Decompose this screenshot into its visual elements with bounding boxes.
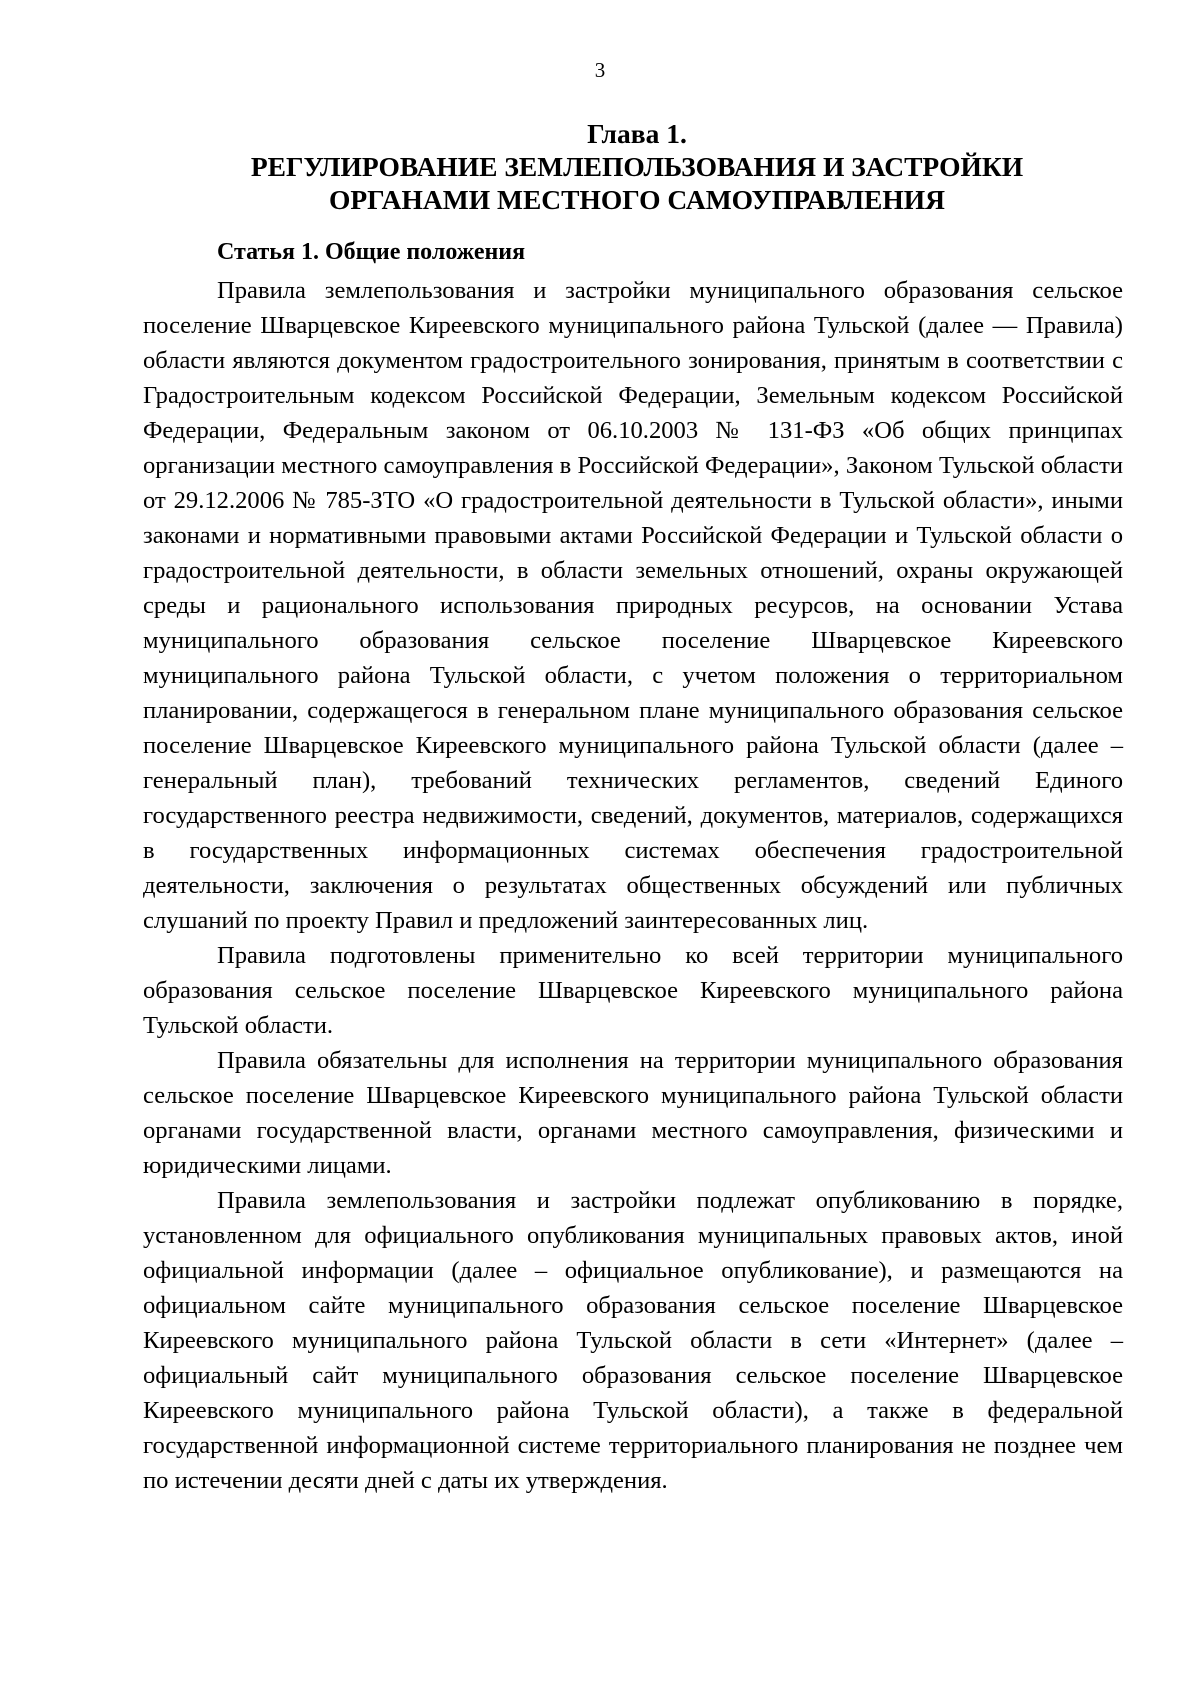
chapter-label: Глава 1. [587, 118, 687, 149]
paragraph: Правила обязательны для исполнения на территории муниципального образования сельское поселение Шварцевское Киреевского муниципального района Тульской области органами государственной власти, органами местного самоуправления, физическими и юридическими лицами. [143, 1047, 1123, 1179]
chapter-heading [143, 117, 1131, 216]
paragraph: Правила подготовлены применительно ко всей территории муниципального образования сельское поселение Шварцевское Киреевского муниципального района Тульской области. [143, 942, 1123, 1039]
chapter-title-line-2: ОРГАНАМИ МЕСТНОГО САМОУПРАВЛЕНИЯ [328, 184, 945, 215]
article-body [143, 273, 1123, 1498]
chapter-title-line-1: РЕГУЛИРОВАНИЕ ЗЕМЛЕПОЛЬЗОВАНИЯ И ЗАСТРОЙКИ [250, 151, 1024, 182]
paragraph: Правила землепользования и застройки муниципального образования сельское поселение Шварцевское Киреевского муниципального района Тульской (далее — Правила) области являются документом градостроительного зонирования, принятым в соответствии с Градостроительным кодексом Российской Федерации, Земельным кодексом Российской Федерации, Федеральным законом от 06.10.2003 № 131-ФЗ «Об общих принципах организации местного самоуправления в Российской Федерации», Законом Тульской области от 29.12.2006 № 785-ЗТО «О градостроительной деятельности в Тульской области», иными законами и нормативными правовыми актами Российской Федерации и Тульской области о градостроительной деятельности, в области земельных отношений, охраны окружающей среды и рационального использования природных ресурсов, на основании Устава муниципального образования сельское поселение Шварцевское Киреевского муниципального района Тульской области, с учетом положения о территориальном планировании, содержащегося в генеральном плане муниципального образования сельское поселение Шварцевское Киреевского муниципального района Тульской области (далее – генеральный план), требований технических регламентов, сведений Единого государственного реестра недвижимости, сведений, документов, материалов, содержащихся в государственных информационных системах обеспечения градостроительной деятельности, заключения о результатах общественных обсуждений или публичных слушаний по проекту Правил и предложений заинтересованных лиц. [143, 277, 1123, 934]
paragraph: Правила землепользования и застройки подлежат опубликованию в порядке, установленном для официального опубликования муниципальных правовых актов, иной официальной информации (далее – официальное опубликование), и размещаются на официальном сайте муниципального образования сельское поселение Шварцевское Киреевского муниципального района Тульской области в сети «Интернет» (далее – официальный сайт муниципального образования сельское поселение Шварцевское Киреевского муниципального района Тульской области), а также в федеральной государственной информационной системе территориального планирования не позднее чем по истечении десяти дней с даты их утверждения. [143, 1187, 1123, 1494]
article-title: Статья 1. Общие положения [217, 239, 526, 265]
page-number: 3 [594, 58, 606, 82]
